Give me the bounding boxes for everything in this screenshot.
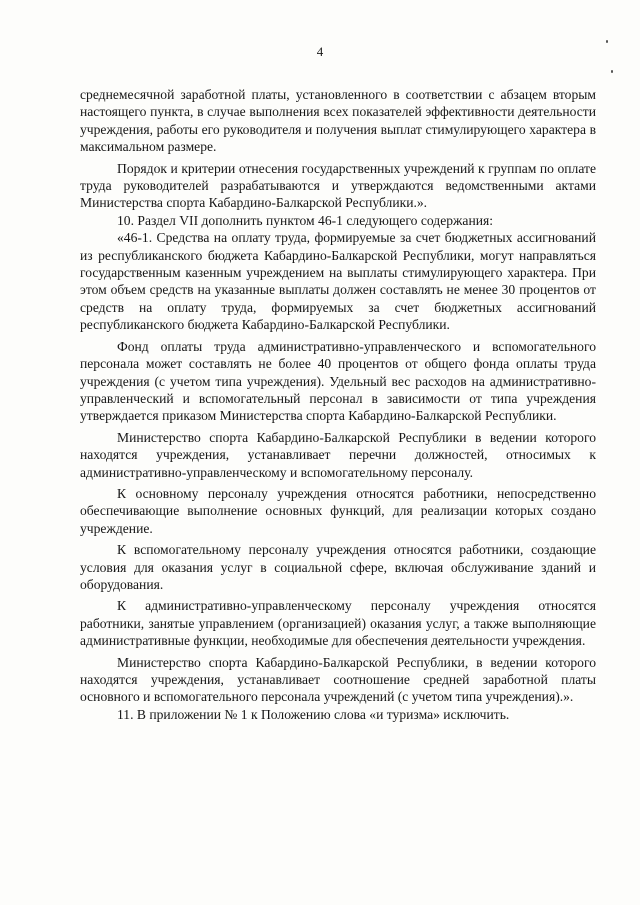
paragraph-item-10: 10. Раздел VII дополнить пунктом 46-1 следующего содержания: (117, 212, 494, 228)
scan-artifact (606, 40, 608, 43)
paragraph-criteria: Порядок и критерии отнесения государственных учреждений к группам по оплате труда руководителей разрабатываются и утверждаются ведомственными актами Министерства спорта Кабардино-Балкарской Республики.». (80, 160, 596, 211)
paragraph-ministry-positions: Министерство спорта Кабардино-Балкарской Республики в ведении которого находятся учреждения, устанавливает перечни должностей, относимых к административно-управленческому и вспомогательному персоналу. (80, 429, 596, 480)
paragraph-46-1: «46-1. Средства на оплату труда, формируемые за счет бюджетных ассигнований из республиканского бюджета Кабардино-Балкарской Республики, могут направляться государственным казенным учреждением на выплаты стимулирующего характера. При этом объем средств на указанные выплаты должен составлять не менее 30 процентов от средств на оплату труда, формируемых за счет бюджетных ассигнований республиканского бюджета Кабардино-Балкарской Республики. (80, 230, 596, 333)
paragraph-item-11: 11. В приложении № 1 к Положению слова «и туризма» исключить. (117, 706, 510, 722)
scan-artifact (611, 70, 613, 73)
page-number: 4 (316, 44, 324, 59)
paragraph-salary-ratio: Министерство спорта Кабардино-Балкарской Республики, в ведении которого находятся учреждения, устанавливает соотношение средней заработной платы основного и вспомогательного персонала учреждений (с учетом типа учреждения).». (80, 654, 596, 705)
paragraph-admin-staff: К административно-управленческому персоналу учреждения относятся работники, занятые управлением (организацией) оказания услуг, а также выполняющие административные функции, необходимые для обеспечения деятельности учреждения. (80, 598, 596, 649)
paragraph-wage-continuation: среднемесячной заработной платы, установленного в соответствии с абзацем вторым настоящего пункта, в случае выполнения всех показателей эффективности деятельности учреждения, работы его руководителя и получения выплат стимулирующего характера в максимальном размере. (80, 87, 596, 155)
paragraph-main-staff: К основному персоналу учреждения относятся работники, непосредственно обеспечивающие выполнение основных функций, для реализации которых создано учреждение. (80, 485, 596, 536)
paragraph-support-staff: К вспомогательному персоналу учреждения относятся работники, создающие условия для оказания услуг в социальной сфере, включая обслуживание зданий и оборудования. (80, 542, 596, 592)
document-body (80, 86, 596, 723)
paragraph-payroll-fund: Фонд оплаты труда административно-управленческого и вспомогательного персонала может составлять не более 40 процентов от общего фонда оплаты труда учреждения (с учетом типа учреждения). Удельный вес расходов на административно-управленческий и вспомогательный персонал в зависимости от типа учреждения утверждается приказом Министерства спорта Кабардино-Балкарской Республики. (80, 338, 596, 424)
